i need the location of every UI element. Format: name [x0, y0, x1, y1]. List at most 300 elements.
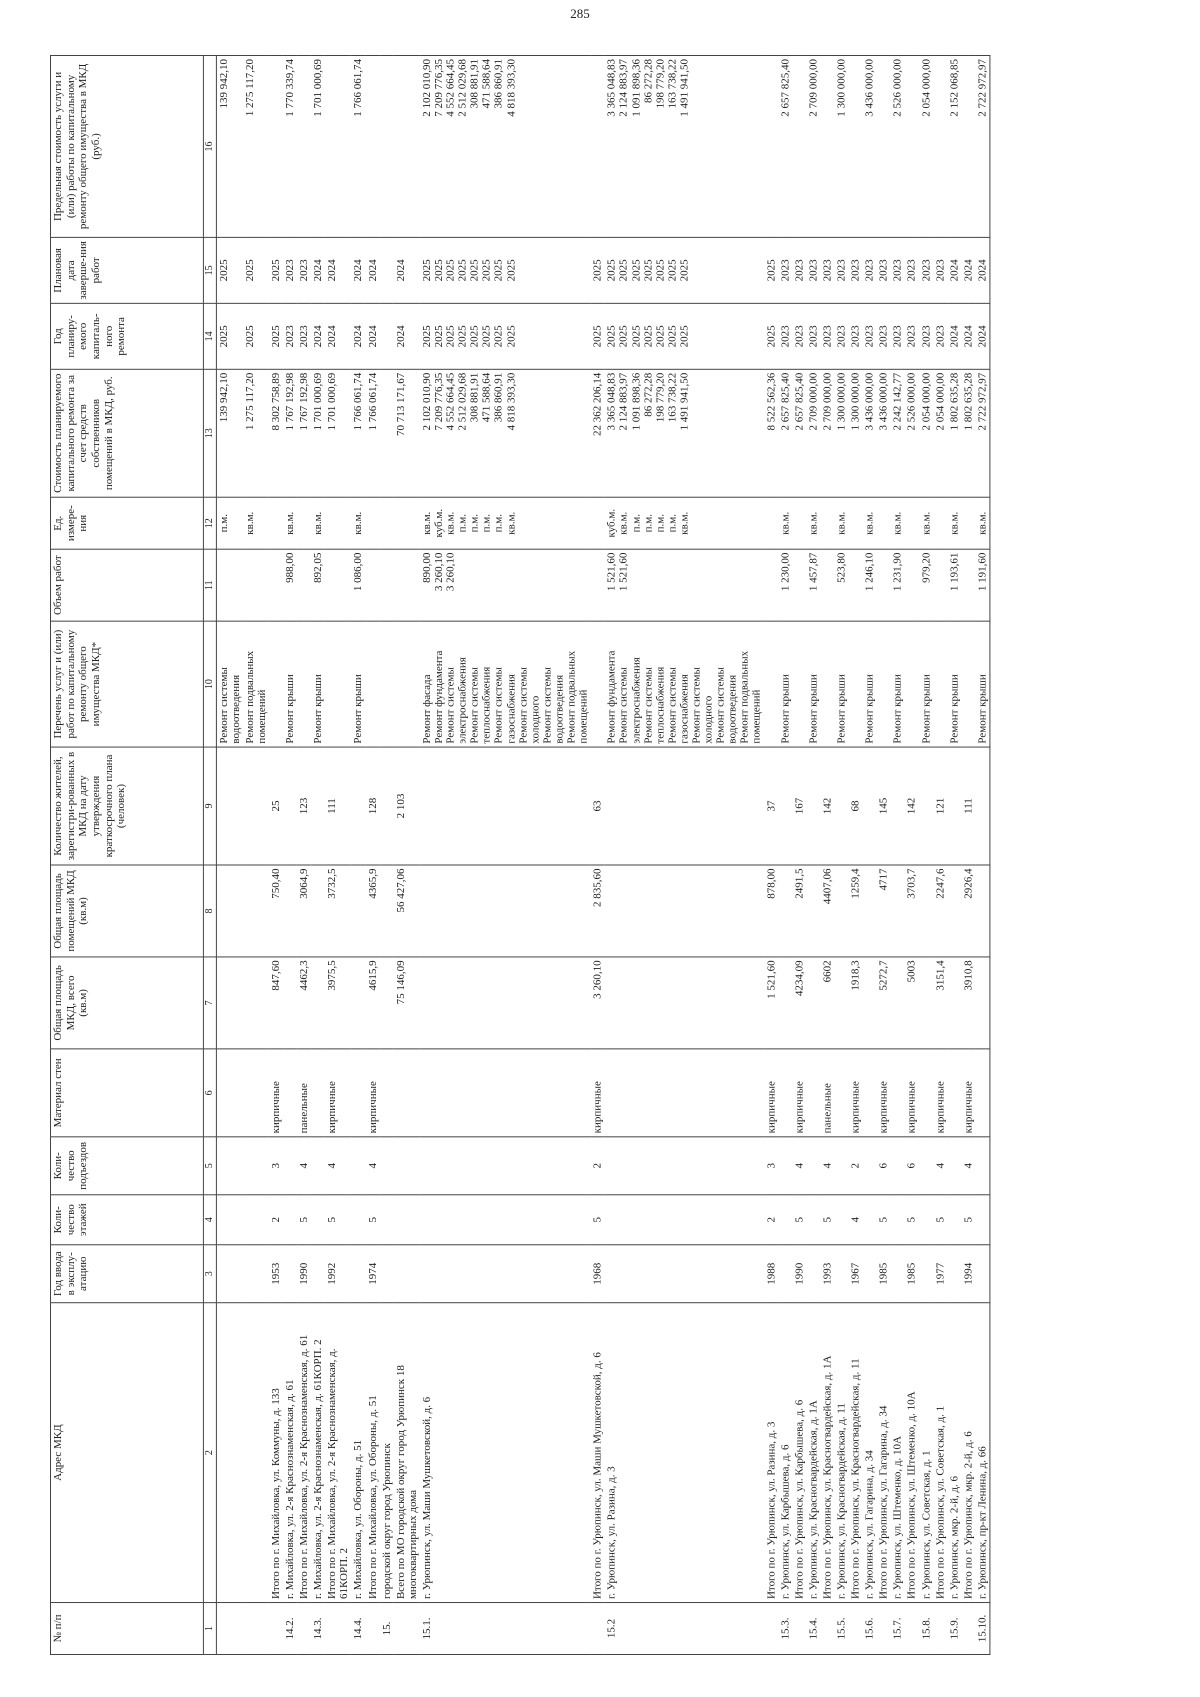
unit — [878, 501, 890, 546]
planned-cost-cell — [605, 369, 764, 497]
completion-date: 2023 — [849, 259, 862, 282]
work-volume-cell — [591, 549, 605, 621]
address-cell: Итого по г. Урюпинск, ул. Штеменко, д. 10А — [905, 1303, 919, 1603]
planned-cost-cell — [820, 369, 834, 497]
completion-date: 2023 — [793, 259, 806, 282]
planned-year: 2024 — [366, 325, 379, 348]
completion-date-cell — [591, 237, 605, 303]
entrances-cell — [975, 1137, 990, 1195]
premises-area-cell — [379, 865, 393, 957]
address-cell: г. Урюпинск, ул. Красногвардейская, д. 11 — [835, 1303, 849, 1603]
completion-date-cell — [849, 237, 863, 303]
planned-year: 2023 — [807, 325, 820, 348]
planned-cost: 1 091 898,36 — [630, 372, 643, 431]
planned-cost: 2 512 029,68 — [456, 372, 469, 431]
total-area-cell — [863, 957, 877, 1049]
capital-repair-table — [50, 55, 990, 1655]
address-cell: Итого по г. Михайловка, ул. Обороны, д. 51 — [365, 1303, 379, 1603]
completion-date: 2023 — [283, 259, 296, 282]
work-volume: 1 521,60 — [618, 552, 631, 592]
total-area-cell — [351, 957, 365, 1049]
work-volume — [244, 553, 256, 618]
work-type: Ремонт крыши — [283, 674, 296, 744]
unit-cell — [806, 497, 820, 549]
unit — [962, 501, 974, 546]
floors-cell: 5 — [325, 1195, 351, 1245]
unit — [850, 501, 862, 546]
unit: кв.м. — [976, 511, 989, 535]
table-row — [379, 55, 393, 1654]
planned-year: 2023 — [849, 325, 862, 348]
planned-cost: 86 272,28 — [642, 372, 655, 417]
unit: кв.м. — [891, 511, 904, 535]
unit — [765, 501, 777, 546]
floors-cell — [975, 1195, 990, 1245]
completion-date: 2025 — [469, 259, 482, 282]
work-type — [380, 625, 392, 744]
unit-cell — [325, 497, 351, 549]
limit-cost: 2 512 029,68 — [456, 58, 469, 117]
completion-date: 2023 — [863, 259, 876, 282]
wall-material-cell: кирпичные — [849, 1049, 863, 1137]
planned-cost: 1 491 941,50 — [678, 372, 691, 431]
limit-cost — [765, 59, 777, 234]
column-number: 1 — [203, 1603, 215, 1655]
work-type-cell — [891, 621, 905, 747]
entrances-cell: 6 — [877, 1137, 891, 1195]
planned-cost: 308 881,91 — [469, 372, 482, 423]
planned-cost: 1 766 061,74 — [366, 372, 379, 431]
wall-material-cell: кирпичные — [591, 1049, 605, 1137]
planned-year: 2025 — [243, 325, 256, 348]
total-area-cell: 3910,8 — [961, 957, 975, 1049]
work-volume — [962, 553, 974, 618]
completion-date-cell — [877, 237, 891, 303]
wall-material-cell: панельные — [297, 1049, 311, 1137]
completion-date: 2024 — [311, 259, 324, 282]
premises-area-cell: 2491,5 — [792, 865, 806, 957]
floors-cell: 5 — [591, 1195, 605, 1245]
work-volume — [493, 553, 505, 618]
work-type-cell — [919, 621, 933, 747]
planned-year: 2023 — [821, 325, 834, 348]
completion-date: 2025 — [618, 259, 631, 282]
residents-cell — [975, 747, 990, 865]
column-header: Ед. измере-ния — [50, 497, 203, 549]
limit-cost: 2 657 825,40 — [779, 58, 792, 117]
work-type-cell — [379, 621, 393, 747]
unit-cell — [394, 497, 420, 549]
table-body — [216, 55, 990, 1654]
column-header: № п/п — [50, 1603, 203, 1655]
column-number: 2 — [203, 1303, 215, 1603]
total-area-cell: 6602 — [820, 957, 834, 1049]
year-built-cell — [243, 1245, 269, 1303]
planned-year: 2024 — [352, 325, 365, 348]
entrances-cell — [283, 1137, 297, 1195]
row-number-cell: 15.9. — [947, 1603, 961, 1655]
floors-cell: 4 — [849, 1195, 863, 1245]
limit-cost-cell — [919, 55, 933, 237]
unit: п.м. — [654, 514, 667, 533]
completion-date: 2023 — [934, 259, 947, 282]
floors-cell — [806, 1195, 820, 1245]
floors-cell: 5 — [365, 1195, 379, 1245]
limit-cost — [592, 59, 604, 234]
work-volume-cell — [379, 549, 393, 621]
planned-cost: 1 802 635,28 — [962, 372, 975, 431]
planned-cost-cell — [778, 369, 792, 497]
floors-cell: 2 — [764, 1195, 778, 1245]
row-number-cell: 15.5. — [835, 1603, 849, 1655]
row-number-cell: 15.3. — [778, 1603, 792, 1655]
work-volume: 1 191,60 — [976, 552, 989, 592]
unit-cell — [351, 497, 365, 549]
wall-material-cell — [778, 1049, 792, 1137]
planned-cost: 1 300 000,00 — [849, 372, 862, 431]
unit — [592, 501, 604, 546]
work-volume — [850, 553, 862, 618]
work-type-cell — [351, 621, 365, 747]
planned-year: 2023 — [863, 325, 876, 348]
table-row — [806, 55, 820, 1654]
completion-date: 2024 — [326, 259, 339, 282]
total-area-cell — [891, 957, 905, 1049]
work-volume-cell — [849, 549, 863, 621]
year-built-cell: 1985 — [877, 1245, 891, 1303]
planned-year: 2024 — [326, 325, 339, 348]
planned-year-cell — [835, 303, 849, 369]
wall-material-cell — [351, 1049, 365, 1137]
work-volume — [592, 553, 604, 618]
work-volume: 892,05 — [311, 552, 324, 583]
limit-cost-cell — [877, 55, 891, 237]
work-volume-cell — [835, 549, 849, 621]
work-volume-cell — [919, 549, 933, 621]
limit-cost: 2 124 883,97 — [618, 58, 631, 117]
floors-cell: 5 — [297, 1195, 311, 1245]
column-header: Коли-чество подъездов — [50, 1137, 203, 1195]
planned-year: 2023 — [297, 325, 310, 348]
year-built-cell: 1990 — [297, 1245, 311, 1303]
work-volume-cell — [947, 549, 961, 621]
work-type-cell — [961, 621, 975, 747]
address-cell: г. Урюпинск, мкр. 2-й, д. 6 — [947, 1303, 961, 1603]
completion-date: 2025 — [666, 259, 679, 282]
completion-date — [380, 241, 392, 300]
planned-cost: 163 738,22 — [666, 372, 679, 423]
entrances-cell — [216, 1137, 243, 1195]
total-area-cell: 75 146,09 — [394, 957, 420, 1049]
planned-year-cell — [420, 303, 591, 369]
planned-cost-cell — [243, 369, 269, 497]
unit — [298, 501, 310, 546]
year-built-cell: 1968 — [591, 1245, 605, 1303]
planned-cost-cell — [975, 369, 990, 497]
unit — [326, 501, 338, 546]
page-number: 285 — [570, 6, 590, 21]
entrances-cell — [420, 1137, 591, 1195]
unit-cell — [243, 497, 269, 549]
entrances-cell: 4 — [325, 1137, 351, 1195]
address-cell: Итого по г. Урюпинск, ул. Советская, д. 1 — [933, 1303, 947, 1603]
row-number-cell: 14.2. — [283, 1603, 297, 1655]
table-row — [283, 55, 297, 1654]
table-row — [835, 55, 849, 1654]
limit-cost: 1 300 000,00 — [835, 58, 848, 117]
wall-material-cell: кирпичные — [365, 1049, 379, 1137]
row-number-cell: 15.1. — [420, 1603, 591, 1655]
row-number-cell — [905, 1603, 919, 1655]
address-cell: г. Урюпинск, ул. Маши Мушкетовской, д. 6 — [420, 1303, 591, 1603]
wall-material-cell — [891, 1049, 905, 1137]
premises-area-cell — [891, 865, 905, 957]
unit-cell — [605, 497, 764, 549]
work-type: Ремонт крыши — [807, 674, 820, 744]
column-header: Общая площадь помещений МКД (кв.м) — [50, 865, 203, 957]
planned-cost: 2 709 000,00 — [807, 372, 820, 431]
work-type: Ремонт крыши — [779, 674, 792, 744]
planned-cost-cell — [961, 369, 975, 497]
unit-cell — [420, 497, 591, 549]
entrances-cell — [835, 1137, 849, 1195]
limit-cost-cell — [778, 55, 792, 237]
completion-date-cell — [820, 237, 834, 303]
residents-cell — [605, 747, 764, 865]
work-type: Ремонт крыши — [352, 674, 365, 744]
address-cell: г. Урюпинск, ул. Советская, д. 1 — [919, 1303, 933, 1603]
table-row — [877, 55, 891, 1654]
planned-year-cell — [863, 303, 877, 369]
column-header: Коли-чество этажей — [50, 1195, 203, 1245]
planned-year: 2023 — [891, 325, 904, 348]
planned-cost: 70 713 171,67 — [394, 372, 407, 437]
planned-cost-cell — [269, 369, 283, 497]
work-type — [270, 625, 282, 744]
limit-cost-cell — [891, 55, 905, 237]
work-volume: 1 457,87 — [807, 552, 820, 592]
floors-cell — [351, 1195, 365, 1245]
work-volume — [270, 553, 282, 618]
limit-cost: 2 152 068,85 — [948, 58, 961, 117]
limit-cost: 1 770 339,74 — [283, 58, 296, 117]
planned-year-cell — [351, 303, 365, 369]
limit-cost-cell — [849, 55, 863, 237]
column-header: Стоимость планируемого капитального ремонта за счет средств собственников помещений в МКД, руб. — [50, 369, 203, 497]
table-row — [820, 55, 834, 1654]
wall-material-cell — [947, 1049, 961, 1137]
planned-cost: 2 722 972,97 — [976, 372, 989, 431]
work-type: Ремонт крыши — [920, 674, 933, 744]
planned-year-cell — [820, 303, 834, 369]
unit-cell — [311, 497, 325, 549]
unit: кв.м. — [311, 511, 324, 535]
residents-cell: 25 — [269, 747, 283, 865]
residents-cell: 111 — [325, 747, 351, 865]
work-type-cell — [905, 621, 919, 747]
residents-cell — [420, 747, 591, 865]
limit-cost — [326, 59, 338, 234]
completion-date: 2024 — [948, 259, 961, 282]
limit-cost-cell — [325, 55, 351, 237]
planned-cost-cell — [905, 369, 919, 497]
work-volume-cell — [820, 549, 834, 621]
residents-cell: 2 103 — [394, 747, 420, 865]
planned-cost: 1 275 117,20 — [243, 372, 256, 431]
column-header: Плановая дата заверше-ния работ — [50, 237, 203, 303]
address-cell: Итого по г. Урюпинск, ул. Гагарина, д. 34 — [877, 1303, 891, 1603]
premises-area-cell: 4717 — [877, 865, 891, 957]
planned-cost: 1 300 000,00 — [835, 372, 848, 431]
year-built-cell — [311, 1245, 325, 1303]
entrances-cell: 6 — [905, 1137, 919, 1195]
column-header: Объем работ — [50, 549, 203, 621]
work-volume-cell — [394, 549, 420, 621]
work-volume-cell — [365, 549, 379, 621]
residents-cell: 128 — [365, 747, 379, 865]
entrances-cell: 3 — [764, 1137, 778, 1195]
planned-year: 2025 — [654, 325, 667, 348]
residents-cell: 145 — [877, 747, 891, 865]
table-row — [420, 55, 591, 1654]
floors-cell — [605, 1195, 764, 1245]
completion-date-cell — [905, 237, 919, 303]
work-volume: 3 260,10 — [444, 552, 457, 592]
wall-material-cell — [605, 1049, 764, 1137]
work-type-cell — [806, 621, 820, 747]
address-cell: Итого по г. Урюпинск, ул. Разина, д. 3 — [764, 1303, 778, 1603]
unit-cell — [975, 497, 990, 549]
limit-cost-cell — [420, 55, 591, 237]
work-type-cell — [764, 621, 778, 747]
unit: кв.м. — [920, 511, 933, 535]
premises-area-cell: 750,40 — [269, 865, 283, 957]
completion-date-cell — [947, 237, 961, 303]
unit-cell — [297, 497, 311, 549]
work-volume — [666, 553, 678, 618]
limit-cost — [793, 59, 805, 234]
year-built-cell: 1994 — [961, 1245, 975, 1303]
planned-year-cell — [764, 303, 778, 369]
planned-cost: 386 860,91 — [493, 372, 506, 423]
work-volume-cell — [605, 549, 764, 621]
planned-cost-cell — [325, 369, 351, 497]
work-volume — [878, 553, 890, 618]
entrances-cell — [311, 1137, 325, 1195]
planned-cost: 3 436 000,00 — [863, 372, 876, 431]
planned-year: 2025 — [420, 325, 433, 348]
completion-date: 2025 — [678, 259, 691, 282]
row-number-cell — [243, 1603, 269, 1655]
work-type: Ремонт крыши — [863, 674, 876, 744]
year-built-cell: 1990 — [792, 1245, 806, 1303]
total-area-cell — [605, 957, 764, 1049]
year-built-cell — [379, 1245, 393, 1303]
wall-material-cell: кирпичные — [325, 1049, 351, 1137]
work-volume-cell — [975, 549, 990, 621]
premises-area-cell — [806, 865, 820, 957]
residents-cell: 123 — [297, 747, 311, 865]
work-type-cell — [325, 621, 351, 747]
year-built-cell — [216, 1245, 243, 1303]
row-number-cell — [216, 1603, 243, 1655]
unit: п.м. — [666, 514, 679, 533]
work-type: Ремонт системы газоснабжения — [493, 667, 518, 744]
work-volume — [765, 553, 777, 618]
table-row — [891, 55, 905, 1654]
total-area-cell — [919, 957, 933, 1049]
planned-cost: 4 552 664,45 — [444, 372, 457, 431]
premises-area-cell: 4407,06 — [820, 865, 834, 957]
table-row — [961, 55, 975, 1654]
completion-date-cell — [891, 237, 905, 303]
year-built-cell: 1974 — [365, 1245, 379, 1303]
planned-year — [380, 307, 392, 366]
work-volume — [654, 553, 666, 618]
planned-year: 2024 — [962, 325, 975, 348]
completion-date: 2025 — [630, 259, 643, 282]
unit: кв.м. — [835, 511, 848, 535]
planned-cost-cell — [394, 369, 420, 497]
unit-cell — [283, 497, 297, 549]
floors-cell — [947, 1195, 961, 1245]
column-header: Год планиру-емого капиталь-ного ремонта — [50, 303, 203, 369]
completion-date-cell — [420, 237, 591, 303]
unit: кв.м. — [505, 511, 518, 535]
unit: кв.м. — [618, 511, 631, 535]
limit-cost-cell — [297, 55, 311, 237]
planned-year-cell — [919, 303, 933, 369]
floors-cell: 5 — [933, 1195, 947, 1245]
entrances-cell — [778, 1137, 792, 1195]
unit: п.м. — [481, 514, 494, 533]
planned-year: 2023 — [920, 325, 933, 348]
work-volume-cell — [778, 549, 792, 621]
column-header: Предельная стоимость услуги и (или) работы по капитальному ремонту общего имущества в МКД (руб.) — [50, 55, 203, 237]
unit-cell — [877, 497, 891, 549]
entrances-cell — [243, 1137, 269, 1195]
planned-year: 2025 — [678, 325, 691, 348]
entrances-cell: 4 — [820, 1137, 834, 1195]
floors-cell — [243, 1195, 269, 1245]
planned-year: 2023 — [934, 325, 947, 348]
completion-date: 2025 — [420, 259, 433, 282]
planned-year: 2025 — [605, 325, 618, 348]
limit-cost: 471 588,64 — [481, 58, 494, 109]
work-volume-cell — [891, 549, 905, 621]
planned-cost: 1 767 192,98 — [283, 372, 296, 431]
completion-date: 2025 — [642, 259, 655, 282]
limit-cost: 1 766 061,74 — [352, 58, 365, 117]
planned-year-cell — [283, 303, 297, 369]
floors-cell — [394, 1195, 420, 1245]
work-type-cell — [863, 621, 877, 747]
limit-cost: 1 275 117,20 — [243, 58, 256, 117]
planned-cost: 8 522 562,36 — [765, 372, 778, 431]
limit-cost-cell — [806, 55, 820, 237]
completion-date-cell — [297, 237, 311, 303]
planned-year-cell — [792, 303, 806, 369]
premises-area-cell — [311, 865, 325, 957]
completion-date: 2025 — [505, 259, 518, 282]
premises-area-cell — [283, 865, 297, 957]
work-type: Ремонт системы теплоснабжения — [642, 666, 667, 744]
premises-area-cell: 3064,9 — [297, 865, 311, 957]
column-header: Материал стен — [50, 1049, 203, 1137]
wall-material-cell — [283, 1049, 297, 1137]
work-volume — [380, 553, 392, 618]
planned-cost-cell — [863, 369, 877, 497]
